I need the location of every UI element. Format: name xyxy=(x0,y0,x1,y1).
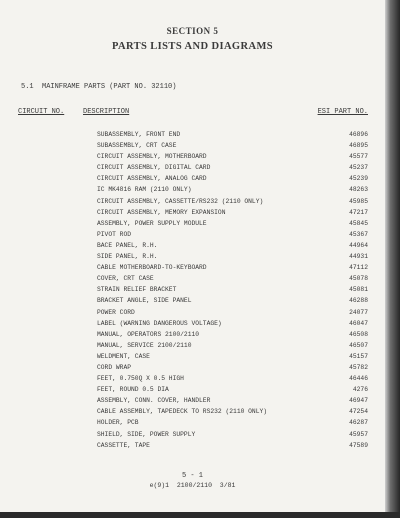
table-row xyxy=(0,207,385,218)
part-description: SUBASSEMBLY, CRT CASE xyxy=(97,142,177,150)
parts-list xyxy=(0,129,385,451)
part-number: 45239 xyxy=(349,175,368,183)
table-row xyxy=(0,395,385,406)
page-number: 5 - 1 xyxy=(181,472,203,480)
part-number: 46047 xyxy=(349,319,368,327)
part-description: LABEL (WARNING DANGEROUS VOLTAGE) xyxy=(97,319,222,327)
column-header-description: DESCRIPTION xyxy=(83,108,130,116)
part-description: SHIELD, SIDE, POWER SUPPLY xyxy=(97,430,196,438)
part-description: BACE PANEL, R.H. xyxy=(97,241,158,249)
table-row xyxy=(0,196,385,207)
table-row xyxy=(0,362,385,373)
table-row xyxy=(0,373,385,384)
part-description: CABLE ASSEMBLY, TAPEDECK TO RS232 (2110 ONLY) xyxy=(97,408,268,416)
table-row xyxy=(0,329,385,340)
table-row xyxy=(0,417,385,428)
table-row xyxy=(0,140,385,151)
subsection-heading: 5.1 MAINFRAME PARTS (PART NO. 32110) xyxy=(21,83,177,91)
part-number: 46287 xyxy=(349,419,368,427)
part-description: ASSEMBLY, POWER SUPPLY MODULE xyxy=(97,219,207,227)
table-row xyxy=(0,351,385,362)
part-number: 46508 xyxy=(349,330,368,338)
page-bottom-shadow xyxy=(0,512,400,518)
part-description: CIRCUIT ASSEMBLY, ANALOG CARD xyxy=(97,175,207,183)
table-row xyxy=(0,218,385,229)
part-description: POWER CORD xyxy=(97,308,135,316)
part-number: 46895 xyxy=(349,142,368,150)
section-title: PARTS LISTS AND DIAGRAMS xyxy=(111,41,274,52)
part-description: BRACKET ANGLE, SIDE PANEL xyxy=(97,297,192,305)
part-number: 45367 xyxy=(349,230,368,238)
table-row xyxy=(0,162,385,173)
section-number: SECTION 5 xyxy=(166,26,219,36)
part-description: ASSEMBLY, CONN. COVER, HANDLER xyxy=(97,397,211,405)
part-description: CIRCUIT ASSEMBLY, CASSETTE/RS232 (2110 ONLY) xyxy=(97,197,264,205)
table-row xyxy=(0,262,385,273)
part-description: COVER, CRT CASE xyxy=(97,275,154,283)
part-description: PIVOT ROD xyxy=(97,230,132,238)
page-edge-shadow xyxy=(385,0,400,518)
part-number: 46896 xyxy=(349,131,368,138)
part-description: HOLDER, PCB xyxy=(97,419,139,427)
part-number: 45985 xyxy=(349,197,368,205)
table-row xyxy=(0,240,385,251)
part-number: 46947 xyxy=(349,397,368,405)
part-description: STRAIN RELIEF BRACKET xyxy=(97,286,177,294)
table-row xyxy=(0,273,385,284)
table-row xyxy=(0,229,385,240)
table-row xyxy=(0,340,385,351)
part-description: CIRCUIT ASSEMBLY, MEMORY EXPANSION xyxy=(97,208,226,216)
part-number: 45577 xyxy=(349,153,368,161)
part-description: FEET, 0.750Q X 0.5 HIGH xyxy=(97,375,184,383)
part-number: 44931 xyxy=(349,253,368,261)
table-row xyxy=(0,406,385,417)
table-row xyxy=(0,184,385,195)
part-description: FEET, ROUND 0.5 DIA xyxy=(97,386,169,394)
table-row xyxy=(0,284,385,295)
part-number: 47589 xyxy=(349,441,368,449)
part-number: 47112 xyxy=(349,264,368,272)
table-row xyxy=(0,318,385,329)
table-row xyxy=(0,307,385,318)
part-description: CASSETTE, TAPE xyxy=(97,441,150,449)
part-description: CABLE MOTHERBOARD-TO-KEYBOARD xyxy=(97,264,207,272)
table-row xyxy=(0,151,385,162)
part-number: 46507 xyxy=(349,341,368,349)
part-number: 47217 xyxy=(349,208,368,216)
table-row xyxy=(0,384,385,395)
table-row xyxy=(0,440,385,451)
part-number: 45081 xyxy=(349,286,368,294)
part-number: 45237 xyxy=(349,164,368,172)
table-row xyxy=(0,251,385,262)
table-row xyxy=(0,295,385,306)
part-number: 45957 xyxy=(349,430,368,438)
part-description: CORD WRAP xyxy=(97,363,132,371)
table-row xyxy=(0,173,385,184)
part-number: 45157 xyxy=(349,352,368,360)
part-number: 45782 xyxy=(349,363,368,371)
part-number: 46288 xyxy=(349,297,368,305)
part-number: 48263 xyxy=(349,186,368,194)
column-header-part-no: ESI PART NO. xyxy=(317,108,368,116)
part-number: 4276 xyxy=(352,386,368,394)
part-description: MANUAL, OPERATORS 2100/2110 xyxy=(97,330,200,338)
part-number: 24077 xyxy=(349,308,368,316)
table-row xyxy=(0,429,385,440)
part-number: 47254 xyxy=(349,408,368,416)
part-description: CIRCUIT ASSEMBLY, MOTHERBOARD xyxy=(97,153,207,161)
footer-note: e(9)1 2100/2110 3/81 xyxy=(149,482,236,489)
part-description: WELDMENT, CASE xyxy=(97,352,150,360)
part-description: MANUAL, SERVICE 2100/2110 xyxy=(97,341,192,349)
part-number: 44964 xyxy=(349,241,368,249)
part-number: 46446 xyxy=(349,375,368,383)
column-header-circuit-no: CIRCUIT NO. xyxy=(18,108,65,116)
part-number: 45845 xyxy=(349,219,368,227)
part-description: SUBASSEMBLY, FRONT END xyxy=(97,131,181,138)
part-description: CIRCUIT ASSEMBLY, DIGITAL CARD xyxy=(97,164,211,172)
table-row xyxy=(0,129,385,140)
part-description: IC MK4816 RAM (2110 ONLY) xyxy=(97,186,192,194)
part-number: 45078 xyxy=(349,275,368,283)
part-description: SIDE PANEL, R.H. xyxy=(97,253,158,261)
